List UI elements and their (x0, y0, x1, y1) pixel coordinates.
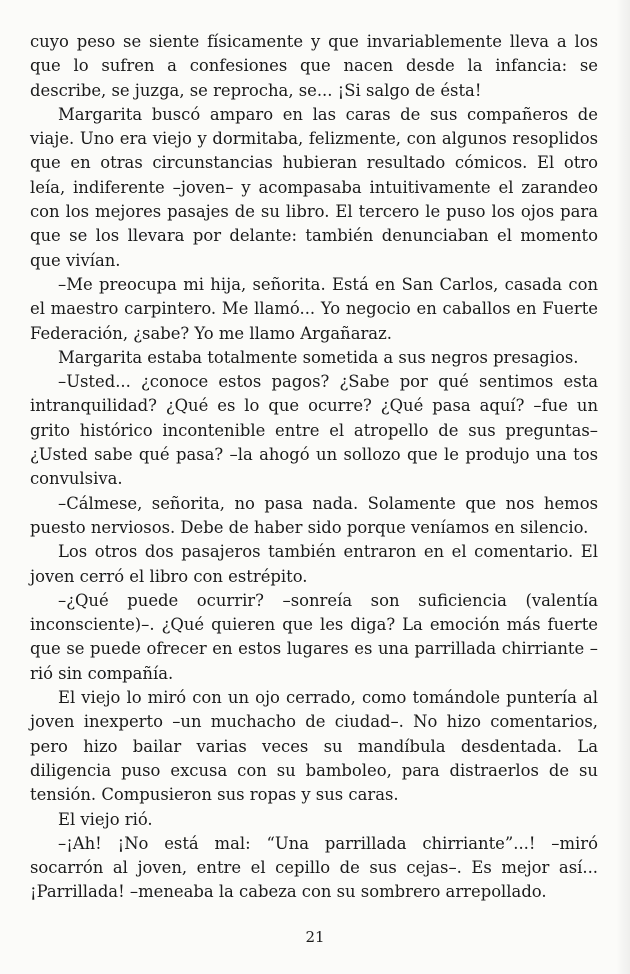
paragraph: –Usted... ¿conoce estos pagos? ¿Sabe por qué sentimos esta intranquilidad? ¿Qué es lo que ocurre? ¿Qué pasa aquí? –fue un grito histórico incontenible entre el atropello de sus preguntas– ¿Usted sabe qué pasa? –la ahogó un sollozo que le produjo una tos convulsiva. (30, 372, 598, 489)
paragraph: –¡Ah! ¡No está mal: “Una parrillada chirriante”...! –miró socarrón al joven, entre el cepillo de sus cejas–. Es mejor así... ¡Parrillada! –meneaba la cabeza con su sombrero arrepollado. (30, 833, 598, 902)
paragraph: cuyo peso se siente físicamente y que invariablemente lleva a los que lo sufren a confesiones que nacen desde la infancia: se describe, se juzga, se reprocha, se... ¡Si salgo de ésta! (30, 32, 598, 100)
paragraph: El viejo lo miró con un ojo cerrado, como tomándole puntería al joven inexperto –un muchacho de ciudad–. No hizo comentarios, pero hizo bailar varias veces su mandíbula desdentada. La diligencia puso excusa con su bamboleo, para distraerlos de su tensión. Compusieron sus ropas y sus caras. (30, 688, 598, 805)
page-number: 21 (305, 928, 325, 946)
page-edge-shadow (616, 0, 630, 974)
paragraph: El viejo rió. (58, 809, 153, 829)
paragraph: –¿Qué puede ocurrir? –sonreía son suficiencia (valentía inconsciente)–. ¿Qué quieren que les diga? La emoción más fuerte que se puede ofrecer en estos lugares es una parrillada chirriante –rió sin compañía. (30, 590, 598, 683)
paragraph: Margarita estaba totalmente sometida a sus negros presagios. (58, 347, 579, 367)
paragraph: –Me preocupa mi hija, señorita. Está en San Carlos, casada con el maestro carpintero. Me llamó... Yo negocio en caballos en Fuerte Federación, ¿sabe? Yo me llamo Argañaraz. (30, 274, 598, 343)
paragraph: Margarita buscó amparo en las caras de sus compañeros de viaje. Uno era viejo y dormitaba, felizmente, con algunos resoplidos que en otras circunstancias hubieran resultado cómicos. El otro leía, indiferente –joven– y acompasaba intuitivamente el zarandeo con los mejores pasajes de su libro. El tercero le puso los ojos para que se los llevara por delante: también denunciaban el momento que vivían. (30, 104, 598, 270)
paragraph: Los otros dos pasajeros también entraron en el comentario. El joven cerró el libro con estrépito. (30, 542, 598, 586)
body-text (30, 30, 598, 905)
paragraph: –Cálmese, señorita, no pasa nada. Solamente que nos hemos puesto nerviosos. Debe de haber sido porque veníamos en silencio. (30, 493, 598, 537)
